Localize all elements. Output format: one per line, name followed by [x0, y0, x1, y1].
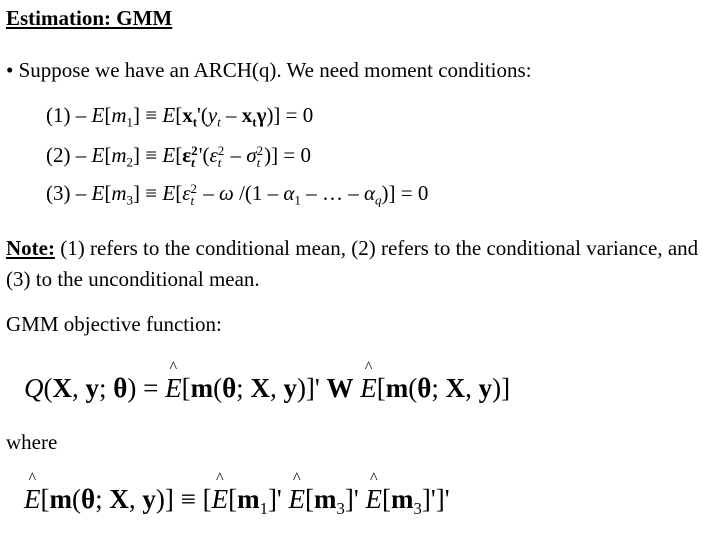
moment-condition-3: $(3) - E[m_3] \equiv E[\varepsilon$ 2 t – ω $/(1 - \alpha_1$ – … – $\alpha_q)] = 0$	[46, 181, 429, 209]
note-paragraph	[6, 233, 706, 295]
bullet-text: • Suppose we have an ARCH(q). We need moment conditions:	[6, 58, 532, 82]
objective-label: GMM objective function:	[6, 312, 222, 336]
moment-condition-1: $(1) - E[m_1] \equiv E[x_t'(y_t - x_t\gamma)] = 0$	[46, 103, 314, 130]
stacked-moments-equation: ^ E[m(θ; X, y)] ≡ [^ $E[m_1]'$ ^ $E[m_3]'$ ^ $E[m_3]']'$	[24, 484, 450, 519]
moment-condition-2: $(2) - E[m_2] \equiv E[\varepsilon$ 2 t '(ε 2 t – σ 2 t )] = 0	[46, 143, 311, 171]
note-text: (1) refers to the conditional mean, (2) refers to the conditional variance, and (3) to the unconditional mean.	[6, 236, 699, 291]
objective-equation: Q(X, y; θ) = ^ E[m(θ; X, y)]' W ^ E[m(θ; X, y)]	[24, 373, 510, 404]
slide-title: Estimation: GMM	[6, 6, 173, 30]
where-label: where	[6, 430, 58, 454]
note-label: Note:	[6, 236, 55, 260]
